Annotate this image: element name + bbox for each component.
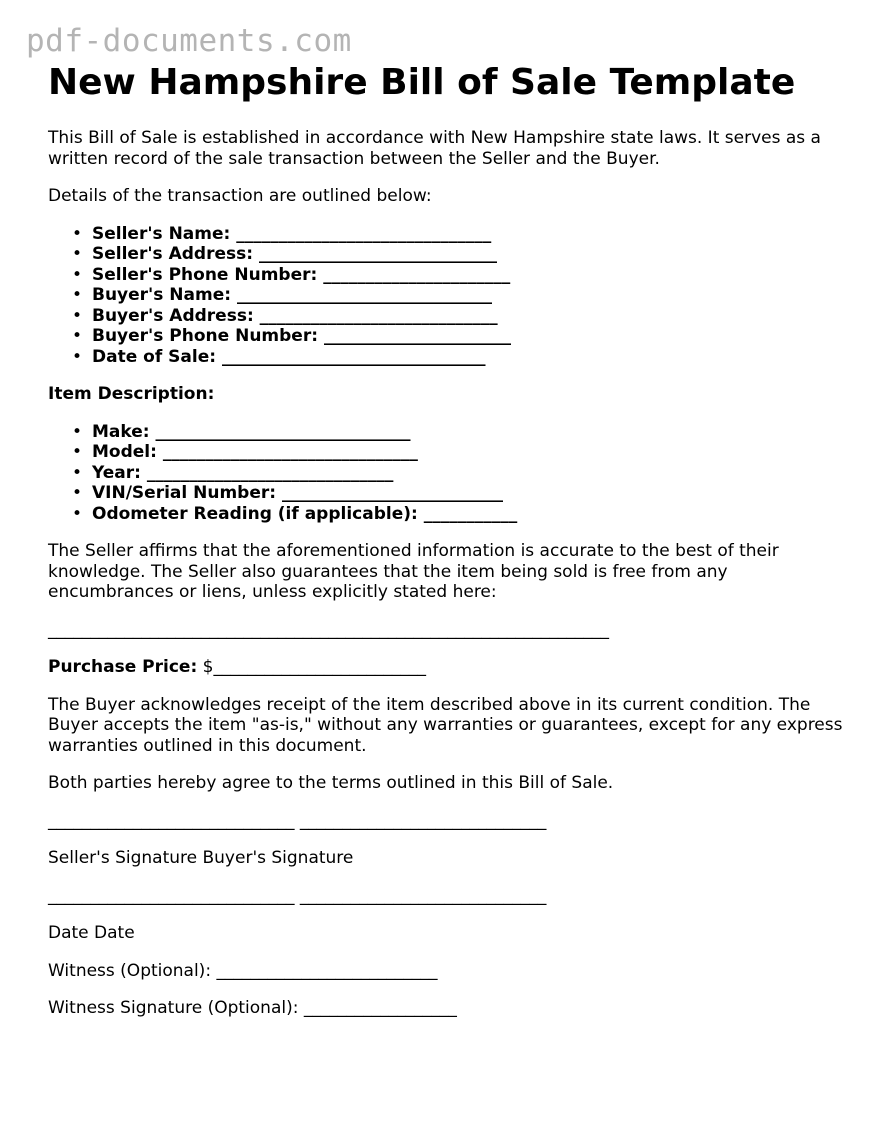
buyer-phone-field[interactable]: • Buyer's Phone Number: ______________________ bbox=[92, 326, 848, 347]
agreement-paragraph: Both parties hereby agree to the terms outlined in this Bill of Sale. bbox=[48, 773, 614, 793]
blank-line: __________________________ bbox=[281, 483, 503, 503]
witness-signature-label: Witness Signature (Optional): bbox=[48, 998, 299, 1018]
blank-line: ____________________________ bbox=[259, 305, 498, 326]
model-field[interactable]: • Model: ______________________________ bbox=[92, 442, 848, 463]
item-description-heading: Item Description: bbox=[48, 384, 215, 404]
affirmation-paragraph: The Seller affirms that the aforementioned information is accurate to the best of their knowledge. The Seller also guarantees that the item being sold is free from any encumbrances or liens, unless explicitly stated here: bbox=[48, 541, 779, 602]
make-field[interactable]: • Make: ______________________________ bbox=[92, 422, 848, 443]
blank-line: _______________________________ bbox=[221, 346, 486, 367]
encumbrance-blank-line[interactable]: __________________________________________________________________ bbox=[48, 619, 609, 640]
seller-phone-field[interactable]: • Seller's Phone Number: ______________________ bbox=[92, 265, 848, 286]
watermark: pdf-documents.com bbox=[26, 23, 352, 59]
blank-line: ___________ bbox=[423, 503, 518, 524]
purchase-price-blank: $_________________________ bbox=[202, 657, 426, 677]
item-details-list bbox=[48, 422, 848, 525]
party-details-list bbox=[48, 224, 848, 368]
date-labels: Date Date bbox=[48, 923, 135, 943]
signature-labels: Seller's Signature Buyer's Signature bbox=[48, 848, 354, 868]
document-page bbox=[48, 62, 848, 1019]
document-title: New Hampshire Bill of Sale Template bbox=[48, 62, 796, 103]
blank-line: ______________________________ bbox=[162, 442, 418, 462]
seller-name-field[interactable]: • Seller's Name: ______________________________ bbox=[92, 224, 848, 245]
blank-line: ______________________ bbox=[323, 264, 511, 285]
year-field[interactable]: • Year: _____________________________ bbox=[92, 463, 848, 484]
blank-line: ______________________________ bbox=[236, 223, 492, 244]
seller-address-field[interactable]: • Seller's Address: ____________________________ bbox=[92, 244, 848, 265]
witness-signature-blank: __________________ bbox=[303, 998, 457, 1018]
blank-line: ______________________________ bbox=[236, 285, 492, 305]
vin-serial-field[interactable]: • VIN/Serial Number: __________________________ bbox=[92, 483, 848, 504]
signature-lines[interactable]: _____________________________ _____________________________ bbox=[48, 810, 547, 831]
purchase-price-label: Purchase Price: bbox=[48, 657, 198, 677]
odometer-field[interactable]: • Odometer Reading (if applicable): ___________ bbox=[92, 504, 848, 525]
witness-signature-field[interactable] bbox=[48, 998, 848, 1019]
blank-line: ______________________________ bbox=[155, 421, 411, 442]
intro-paragraph: This Bill of Sale is established in accordance with New Hampshire state laws. It serves as a written record of the sale transaction between the Seller and the Buyer. bbox=[48, 128, 821, 169]
date-of-sale-field[interactable]: • Date of Sale: _______________________________ bbox=[92, 347, 848, 368]
witness-field[interactable] bbox=[48, 961, 848, 982]
blank-line: ______________________ bbox=[323, 326, 511, 346]
blank-line: _____________________________ bbox=[146, 462, 394, 483]
buyer-address-field[interactable]: • Buyer's Address: ____________________________ bbox=[92, 306, 848, 327]
blank-line: ____________________________ bbox=[258, 244, 497, 264]
details-intro: Details of the transaction are outlined below: bbox=[48, 186, 432, 206]
acknowledgement-paragraph: The Buyer acknowledges receipt of the item described above in its current condition. The Buyer accepts the item "as-is," without any warranties or guarantees, except for any express warranties outlined in this document. bbox=[48, 694, 843, 756]
date-lines[interactable]: _____________________________ _____________________________ bbox=[48, 885, 547, 906]
witness-blank: __________________________ bbox=[216, 960, 438, 981]
purchase-price-field[interactable] bbox=[48, 657, 848, 678]
buyer-name-field[interactable]: • Buyer's Name: ______________________________ bbox=[92, 285, 848, 306]
witness-label: Witness (Optional): bbox=[48, 960, 212, 981]
